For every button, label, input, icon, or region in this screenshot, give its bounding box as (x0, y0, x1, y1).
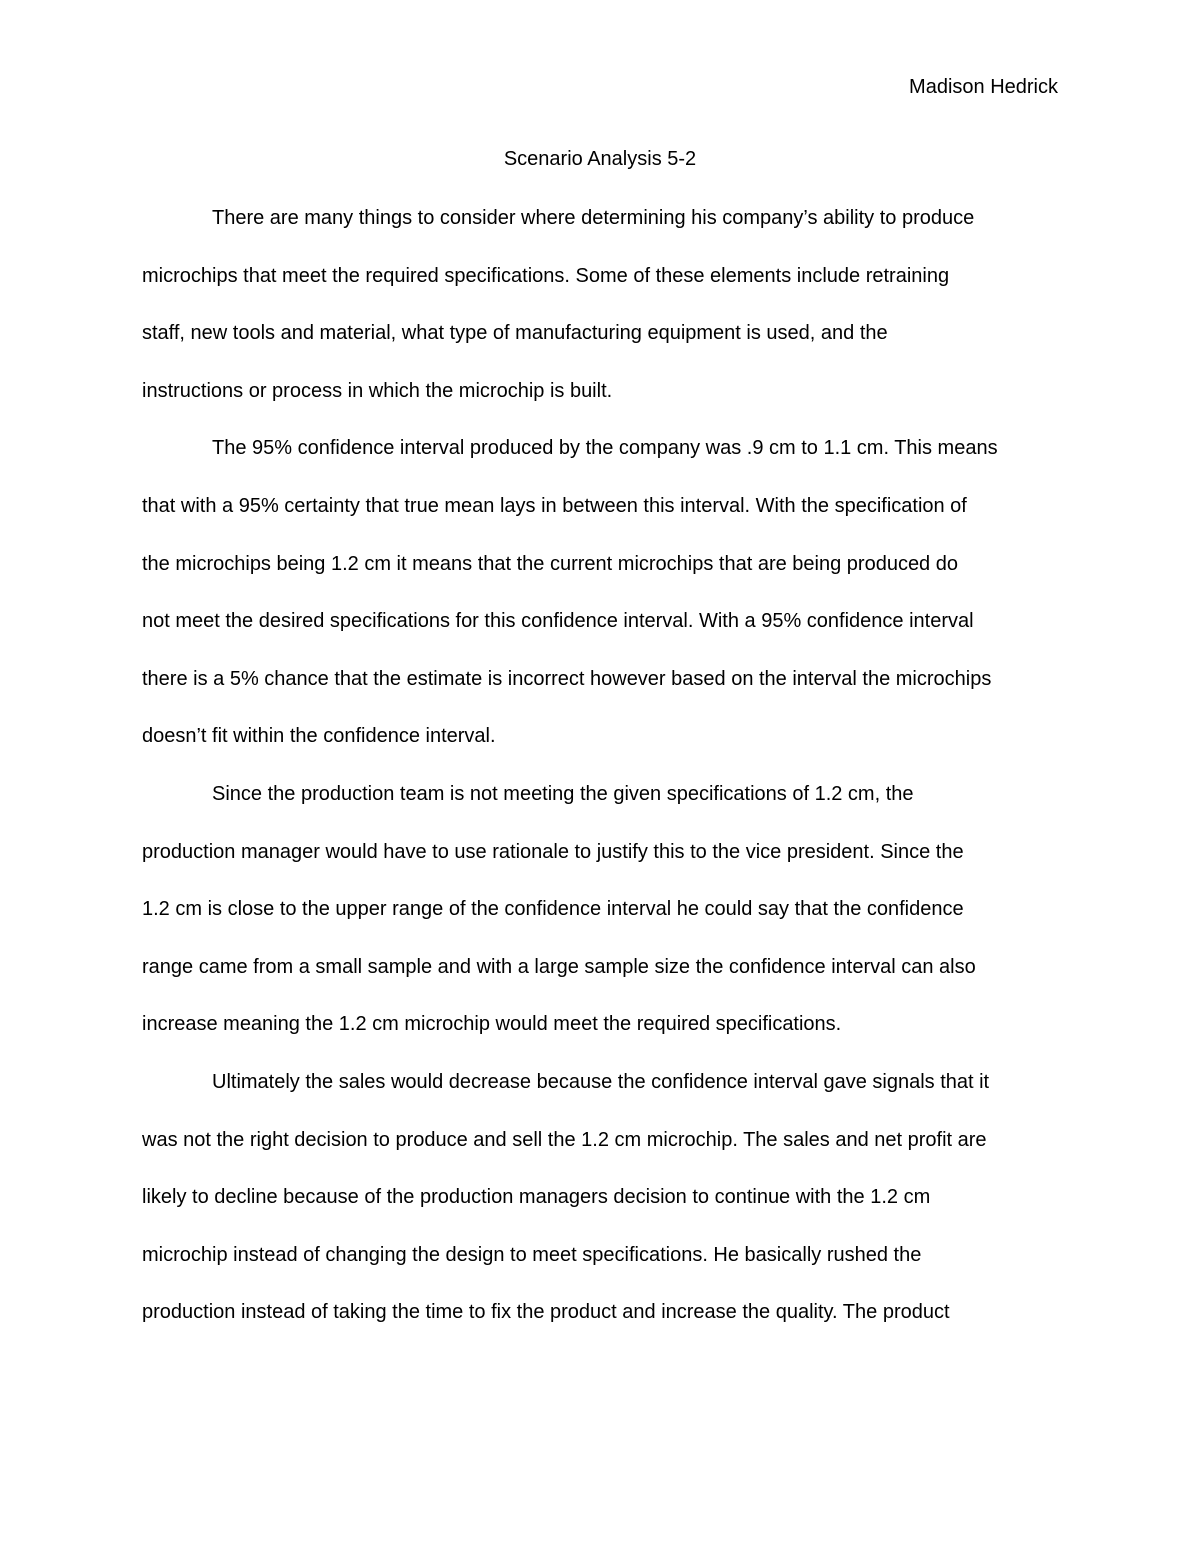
paragraph-line: not meet the desired specifications for this confidence interval. With a 95% confidence interval (142, 610, 974, 633)
paragraph-line: 1.2 cm is close to the upper range of the confidence interval he could say that the confidence (142, 898, 964, 921)
paragraph-line: likely to decline because of the production managers decision to continue with the 1.2 cm (142, 1186, 931, 1209)
paragraph-line: the microchips being 1.2 cm it means that the current microchips that are being produced do (142, 552, 958, 575)
paragraph-line: that with a 95% certainty that true mean lays in between this interval. With the specification of (142, 494, 967, 517)
paragraph-line: instructions or process in which the microchip is built. (142, 379, 613, 402)
paragraph-line: microchips that meet the required specifications. Some of these elements include retraining (142, 264, 950, 287)
paragraph-3 (142, 766, 1062, 1054)
header-author-name: Madison Hedrick (909, 76, 1058, 98)
paragraph-2 (142, 420, 1062, 766)
paragraph-line: there is a 5% chance that the estimate is incorrect however based on the interval the microchips (142, 667, 992, 690)
paragraph-line: was not the right decision to produce and sell the 1.2 cm microchip. The sales and net profit are (142, 1128, 987, 1151)
paragraph-line: staff, new tools and material, what type of manufacturing equipment is used, and the (142, 322, 888, 345)
paragraph-line: increase meaning the 1.2 cm microchip would meet the required specifications. (142, 1013, 842, 1036)
paragraph-line: There are many things to consider where determining his company’s ability to produce (212, 207, 975, 229)
paragraph-line: microchip instead of changing the design to meet specifications. He basically rushed the (142, 1243, 922, 1266)
paragraph-4 (142, 1054, 1062, 1342)
document-title: Scenario Analysis 5-2 (503, 148, 697, 170)
paragraph-line: Ultimately the sales would decrease because the confidence interval gave signals that it (212, 1070, 990, 1093)
paragraph-1 (142, 190, 1062, 420)
paragraph-line: Since the production team is not meeting the given specifications of 1.2 cm, the (212, 782, 914, 805)
paragraph-line: doesn’t fit within the confidence interval. (142, 725, 496, 748)
paragraph-line: production manager would have to use rationale to justify this to the vice president. Since the (142, 840, 964, 863)
paragraph-line: The 95% confidence interval produced by the company was .9 cm to 1.1 cm. This means (212, 437, 998, 460)
document-body (142, 190, 1062, 1342)
paragraph-line: production instead of taking the time to fix the product and increase the quality. The product (142, 1301, 950, 1324)
paragraph-line: range came from a small sample and with a large sample size the confidence interval can also (142, 955, 976, 978)
